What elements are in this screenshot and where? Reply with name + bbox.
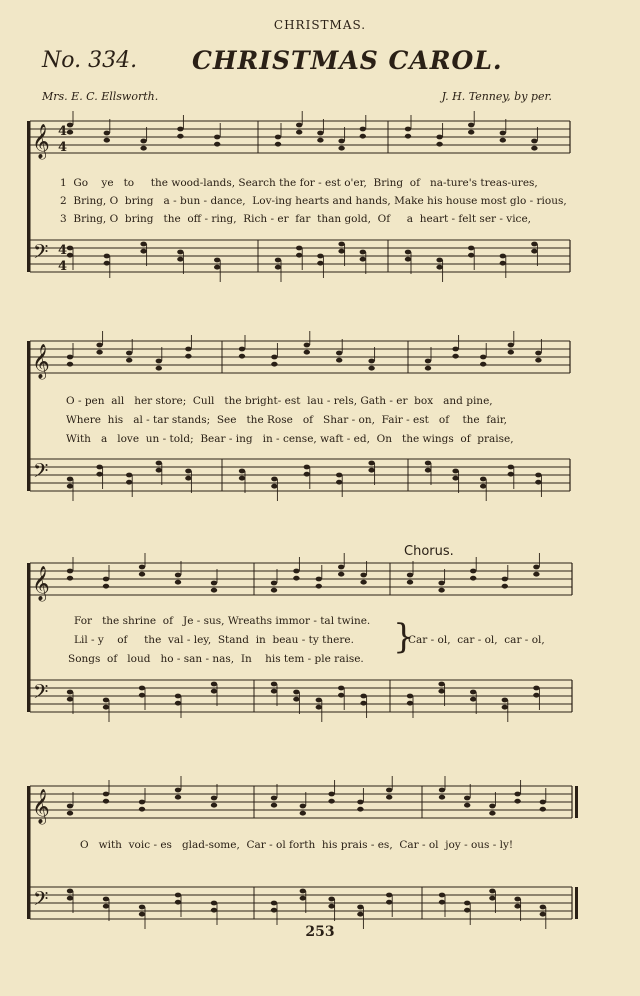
time-signature: 4 [58, 140, 68, 155]
note-head [452, 476, 458, 481]
note-head [438, 689, 444, 694]
note-head [508, 472, 514, 477]
final-barline [575, 786, 578, 818]
note-head [328, 904, 334, 909]
note-head [425, 366, 431, 371]
note-head [103, 904, 109, 909]
note-head [336, 351, 342, 356]
note-head [540, 807, 546, 812]
note-head [500, 131, 506, 136]
note-head [317, 261, 323, 266]
note-head [103, 897, 109, 902]
note-head [296, 123, 302, 128]
note-head [275, 142, 281, 147]
note-head [104, 131, 110, 136]
time-signature: 4 [58, 243, 68, 258]
note-head [104, 254, 110, 259]
note-head [177, 134, 183, 139]
note-head [533, 686, 539, 691]
note-head [502, 577, 508, 582]
note-head [139, 800, 145, 805]
note-head [271, 682, 277, 687]
note-head [300, 811, 306, 816]
note-head [535, 358, 541, 363]
note-head [175, 893, 181, 898]
verse-line: With a love un - told; Bear - ing in - cense, waft - ed, On the wings of praise, [66, 433, 514, 445]
note-head [67, 811, 73, 816]
note-head [500, 138, 506, 143]
note-head [480, 477, 486, 482]
note-head [407, 694, 413, 699]
note-head [175, 694, 181, 699]
note-head [211, 581, 217, 586]
note-head [368, 359, 374, 364]
note-head [407, 580, 413, 585]
note-head [480, 484, 486, 489]
note-head [177, 127, 183, 132]
note-head [436, 265, 442, 270]
note-head [185, 469, 191, 474]
page-number: 253 [305, 924, 335, 940]
note-head [338, 139, 344, 144]
chorus-text: Car - ol, car - ol, car - ol, [408, 634, 545, 646]
bass-clef-icon: 𝄢 [33, 680, 49, 708]
note-head [468, 130, 474, 135]
note-head [360, 694, 366, 699]
note-head [239, 347, 245, 352]
note-head [239, 469, 245, 474]
bass-clef-icon: 𝄢 [33, 887, 49, 915]
note-head [386, 788, 392, 793]
note-head [175, 701, 181, 706]
verse-line: Where his al - tar stands; See the Rose of Shar - on, Fair - est of the fair, [66, 414, 508, 426]
note-head [96, 465, 102, 470]
bass-clef-icon: 𝄢 [33, 240, 49, 268]
note-head [338, 242, 344, 247]
note-head [304, 343, 310, 348]
note-head [156, 359, 162, 364]
note-head [407, 573, 413, 578]
verse-line: 2 Bring, O bring a - bun - dance, Lov-ing hearts and hands, Make his house most glo - rious, [60, 195, 567, 207]
music-credit: J. H. Tenney, by per. [441, 90, 552, 103]
note-head [139, 565, 145, 570]
note-head [535, 473, 541, 478]
note-head [439, 900, 445, 905]
note-head [470, 697, 476, 702]
note-head [500, 261, 506, 266]
note-head [357, 807, 363, 812]
note-head [293, 690, 299, 695]
note-head [271, 803, 277, 808]
note-head [338, 146, 344, 151]
verse-line: 1 Go ye to the wood-lands, Search the for - est o'er, Bring of na-ture's treas-ures, [60, 177, 538, 189]
note-head [214, 142, 220, 147]
note-head [96, 343, 102, 348]
note-head [338, 249, 344, 254]
note-head [436, 135, 442, 140]
note-head [239, 476, 245, 481]
note-head [139, 912, 145, 917]
note-head [386, 893, 392, 898]
note-head [304, 465, 310, 470]
note-head [514, 799, 520, 804]
note-head [175, 795, 181, 800]
note-head [531, 146, 537, 151]
note-head [214, 265, 220, 270]
note-head [405, 127, 411, 132]
note-head [502, 584, 508, 589]
note-head [425, 468, 431, 473]
note-head [533, 693, 539, 698]
note-head [360, 580, 366, 585]
time-signature: 4 [58, 124, 68, 139]
note-head [500, 254, 506, 259]
note-head [296, 253, 302, 258]
note-head [438, 588, 444, 593]
note-head [338, 572, 344, 577]
note-head [126, 351, 132, 356]
note-head [211, 908, 217, 913]
note-head [239, 354, 245, 359]
note-head [470, 569, 476, 574]
note-head [357, 912, 363, 917]
note-head [533, 572, 539, 577]
note-head [452, 354, 458, 359]
note-head [211, 682, 217, 687]
note-head [439, 788, 445, 793]
note-head [103, 698, 109, 703]
note-head [185, 347, 191, 352]
verse-line: Songs of loud ho - san - nas, In his tem - ple raise. [68, 653, 364, 665]
note-head [338, 565, 344, 570]
note-head [514, 792, 520, 797]
note-head [300, 804, 306, 809]
note-head [480, 355, 486, 360]
note-head [103, 705, 109, 710]
note-head [300, 896, 306, 901]
note-head [316, 705, 322, 710]
note-head [271, 689, 277, 694]
note-head [439, 795, 445, 800]
note-head [405, 257, 411, 262]
note-head [360, 134, 366, 139]
note-head [508, 465, 514, 470]
treble-clef-icon: 𝄞 [32, 124, 50, 159]
note-head [271, 484, 277, 489]
note-head [139, 807, 145, 812]
note-head [67, 569, 73, 574]
note-head [533, 565, 539, 570]
note-head [156, 468, 162, 473]
note-head [271, 796, 277, 801]
note-head [96, 472, 102, 477]
note-head [317, 254, 323, 259]
note-head [368, 468, 374, 473]
note-head [140, 139, 146, 144]
note-head [293, 697, 299, 702]
note-head [425, 359, 431, 364]
note-head [438, 581, 444, 586]
note-head [407, 701, 413, 706]
note-head [489, 811, 495, 816]
note-head [103, 577, 109, 582]
note-head [328, 792, 334, 797]
note-head [468, 123, 474, 128]
note-head [336, 473, 342, 478]
note-head [275, 258, 281, 263]
note-head [139, 693, 145, 698]
note-head [502, 705, 508, 710]
note-head [293, 576, 299, 581]
note-head [296, 130, 302, 135]
note-head [156, 461, 162, 466]
note-head [211, 803, 217, 808]
note-head [271, 477, 277, 482]
note-head [531, 249, 537, 254]
note-head [452, 469, 458, 474]
note-head [175, 788, 181, 793]
note-head [140, 249, 146, 254]
note-head [514, 904, 520, 909]
note-head [104, 261, 110, 266]
note-head [139, 572, 145, 577]
note-head [67, 896, 73, 901]
note-head [304, 350, 310, 355]
note-head [175, 580, 181, 585]
note-head [103, 799, 109, 804]
note-head [293, 569, 299, 574]
hymn-number: No. 334. [42, 48, 138, 73]
note-head [452, 347, 458, 352]
time-signature: 4 [58, 259, 68, 274]
note-head [336, 480, 342, 485]
note-head [304, 472, 310, 477]
note-head [316, 698, 322, 703]
treble-clef-icon: 𝄞 [32, 566, 50, 601]
note-head [271, 908, 277, 913]
note-head [177, 257, 183, 262]
note-head [271, 362, 277, 367]
note-head [470, 576, 476, 581]
note-head [275, 135, 281, 140]
note-head [336, 358, 342, 363]
note-head [126, 473, 132, 478]
note-head [328, 799, 334, 804]
note-head [300, 889, 306, 894]
note-head [317, 138, 323, 143]
note-head [126, 358, 132, 363]
note-head [540, 912, 546, 917]
note-head [104, 138, 110, 143]
note-head [368, 366, 374, 371]
note-head [360, 250, 366, 255]
note-head [296, 246, 302, 251]
note-head [175, 573, 181, 578]
words-credit: Mrs. E. C. Ellsworth. [42, 90, 159, 103]
note-head [177, 250, 183, 255]
chorus-label: Chorus. [404, 544, 454, 559]
note-head [480, 362, 486, 367]
note-head [540, 905, 546, 910]
note-head [436, 258, 442, 263]
note-head [67, 362, 73, 367]
note-head [156, 366, 162, 371]
note-head [67, 697, 73, 702]
note-head [338, 686, 344, 691]
note-head [535, 480, 541, 485]
note-head [67, 355, 73, 360]
note-head [436, 142, 442, 147]
note-head [185, 476, 191, 481]
note-head [211, 901, 217, 906]
note-head [464, 803, 470, 808]
note-head [67, 804, 73, 809]
verse-line: For the shrine of Je - sus, Wreaths immor - tal twine. [74, 615, 371, 627]
note-head [185, 354, 191, 359]
note-head [386, 795, 392, 800]
note-head [271, 588, 277, 593]
note-head [214, 135, 220, 140]
treble-clef-icon: 𝄞 [32, 344, 50, 379]
note-head [508, 350, 514, 355]
note-head [67, 484, 73, 489]
note-head [140, 146, 146, 151]
note-head [103, 792, 109, 797]
note-head [211, 588, 217, 593]
note-head [67, 576, 73, 581]
note-head [67, 246, 73, 251]
note-head [67, 477, 73, 482]
note-head [103, 584, 109, 589]
note-head [67, 130, 73, 135]
note-head [140, 242, 146, 247]
note-head [211, 689, 217, 694]
note-head [386, 900, 392, 905]
note-head [508, 343, 514, 348]
note-head [328, 897, 334, 902]
bass-clef-icon: 𝄢 [33, 459, 49, 487]
note-head [502, 698, 508, 703]
treble-clef-icon: 𝄞 [32, 789, 50, 824]
note-head [464, 901, 470, 906]
note-head [368, 461, 374, 466]
verse-line: Lil - y of the val - ley, Stand in beau - ty there. [74, 634, 354, 646]
note-head [470, 690, 476, 695]
note-head [360, 701, 366, 706]
note-head [211, 796, 217, 801]
verse-line: O - pen all her store; Cull the bright- est lau - rels, Gath - er box and pine, [66, 395, 493, 407]
note-head [316, 584, 322, 589]
note-head [464, 796, 470, 801]
note-head [271, 581, 277, 586]
note-head [360, 127, 366, 132]
note-head [175, 900, 181, 905]
note-head [357, 905, 363, 910]
note-head [67, 690, 73, 695]
note-head [126, 480, 132, 485]
hymn-title: CHRISTMAS CAROL. [192, 46, 503, 75]
note-head [531, 242, 537, 247]
note-head [316, 577, 322, 582]
note-head [139, 686, 145, 691]
note-head [489, 889, 495, 894]
note-head [405, 134, 411, 139]
note-head [139, 905, 145, 910]
verse-line: 3 Bring, O bring the off - ring, Rich - er far than gold, Of a heart - felt ser - vice, [60, 213, 531, 225]
note-head [531, 139, 537, 144]
note-head [67, 123, 73, 128]
note-head [464, 908, 470, 913]
note-head [360, 257, 366, 262]
note-head [438, 682, 444, 687]
note-head [271, 901, 277, 906]
note-head [514, 897, 520, 902]
note-head [439, 893, 445, 898]
note-head [405, 250, 411, 255]
note-head [317, 131, 323, 136]
note-head [357, 800, 363, 805]
note-head [271, 355, 277, 360]
section-header: CHRISTMAS. [273, 18, 367, 32]
note-head [360, 573, 366, 578]
note-head [214, 258, 220, 263]
note-head [275, 265, 281, 270]
verse-brace: } [393, 617, 415, 657]
note-head [468, 246, 474, 251]
note-head [425, 461, 431, 466]
chorus-line: O with voic - es glad-some, Car - ol forth his prais - es, Car - ol joy - ous - ly! [80, 839, 514, 851]
note-head [96, 350, 102, 355]
note-head [338, 693, 344, 698]
note-head [489, 896, 495, 901]
note-head [468, 253, 474, 258]
final-barline [575, 887, 578, 919]
note-head [540, 800, 546, 805]
note-head [67, 889, 73, 894]
note-head [67, 253, 73, 258]
note-head [489, 804, 495, 809]
note-head [535, 351, 541, 356]
